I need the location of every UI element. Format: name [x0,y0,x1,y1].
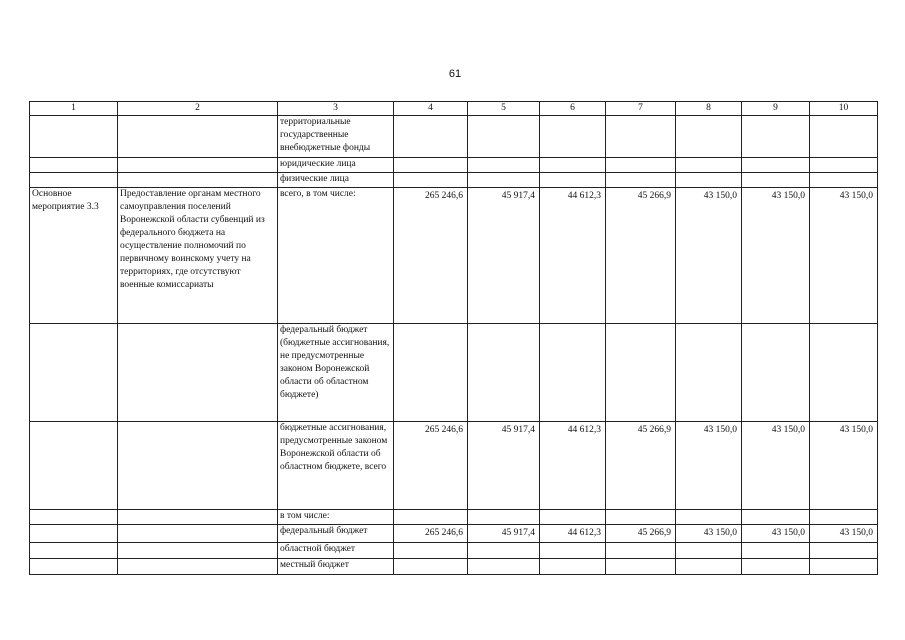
activity-code: Основное мероприятие 3.3 [30,188,118,324]
table-row [30,422,878,510]
table-row [30,510,878,525]
row-label: федеральный бюджет [278,525,394,543]
row-label: местный бюджет [278,559,394,575]
row-label: физические лица [278,173,394,188]
header-cell: 7 [606,102,676,116]
value-cell: 45 266,9 [606,525,676,543]
value-cell: 43 150,0 [676,525,742,543]
header-cell: 4 [394,102,468,116]
value-cell: 265 246,6 [394,188,468,324]
value-cell: 43 150,0 [676,188,742,324]
value-cell: 265 246,6 [394,422,468,510]
value-cell: 43 150,0 [742,188,810,324]
row-label: федеральный бюджет (бюджетные ассигнования, не предусмотренные законом Воронежской области об областном бюджете) [278,324,394,422]
value-cell: 45 917,4 [468,422,540,510]
value-cell: 43 150,0 [810,525,878,543]
value-cell: 265 246,6 [394,525,468,543]
row-label: всего, в том числе: [278,188,394,324]
value-cell: 45 266,9 [606,422,676,510]
value-cell: 44 612,3 [540,188,606,324]
row-label: юридические лица [278,158,394,173]
row-label: бюджетные ассигнования, предусмотренные законом Воронежской области об областном бюджете, всего [278,422,394,510]
table-row [30,116,878,158]
page-number: 61 [448,68,462,80]
value-cell: 43 150,0 [810,188,878,324]
value-cell: 45 917,4 [468,525,540,543]
table-row [30,158,878,173]
table-row [30,173,878,188]
table-row [30,525,878,543]
header-cell: 3 [278,102,394,116]
value-cell: 45 917,4 [468,188,540,324]
table-row [30,543,878,559]
value-cell: 43 150,0 [742,422,810,510]
row-label: в том числе: [278,510,394,525]
header-cell: 10 [810,102,878,116]
value-cell: 44 612,3 [540,525,606,543]
header-cell: 9 [742,102,810,116]
value-cell: 45 266,9 [606,188,676,324]
header-cell: 8 [676,102,742,116]
header-row [30,102,878,116]
value-cell: 43 150,0 [810,422,878,510]
row-label: территориальные государственные внебюджетные фонды [278,116,394,158]
table-row [30,188,878,324]
row-label: областной бюджет [278,543,394,559]
header-cell: 1 [30,102,118,116]
header-cell: 5 [468,102,540,116]
header-cell: 2 [118,102,278,116]
table-row [30,559,878,575]
budget-table [29,101,878,575]
value-cell: 44 612,3 [540,422,606,510]
header-cell: 6 [540,102,606,116]
value-cell: 43 150,0 [676,422,742,510]
table-row [30,324,878,422]
activity-description: Предоставление органам местного самоуправления поселений Воронежской области субвенций из федерального бюджета на осуществление полномочий по первичному воинскому учету на территориях, где отсутствуют военные комиссариаты [118,188,278,324]
value-cell: 43 150,0 [742,525,810,543]
